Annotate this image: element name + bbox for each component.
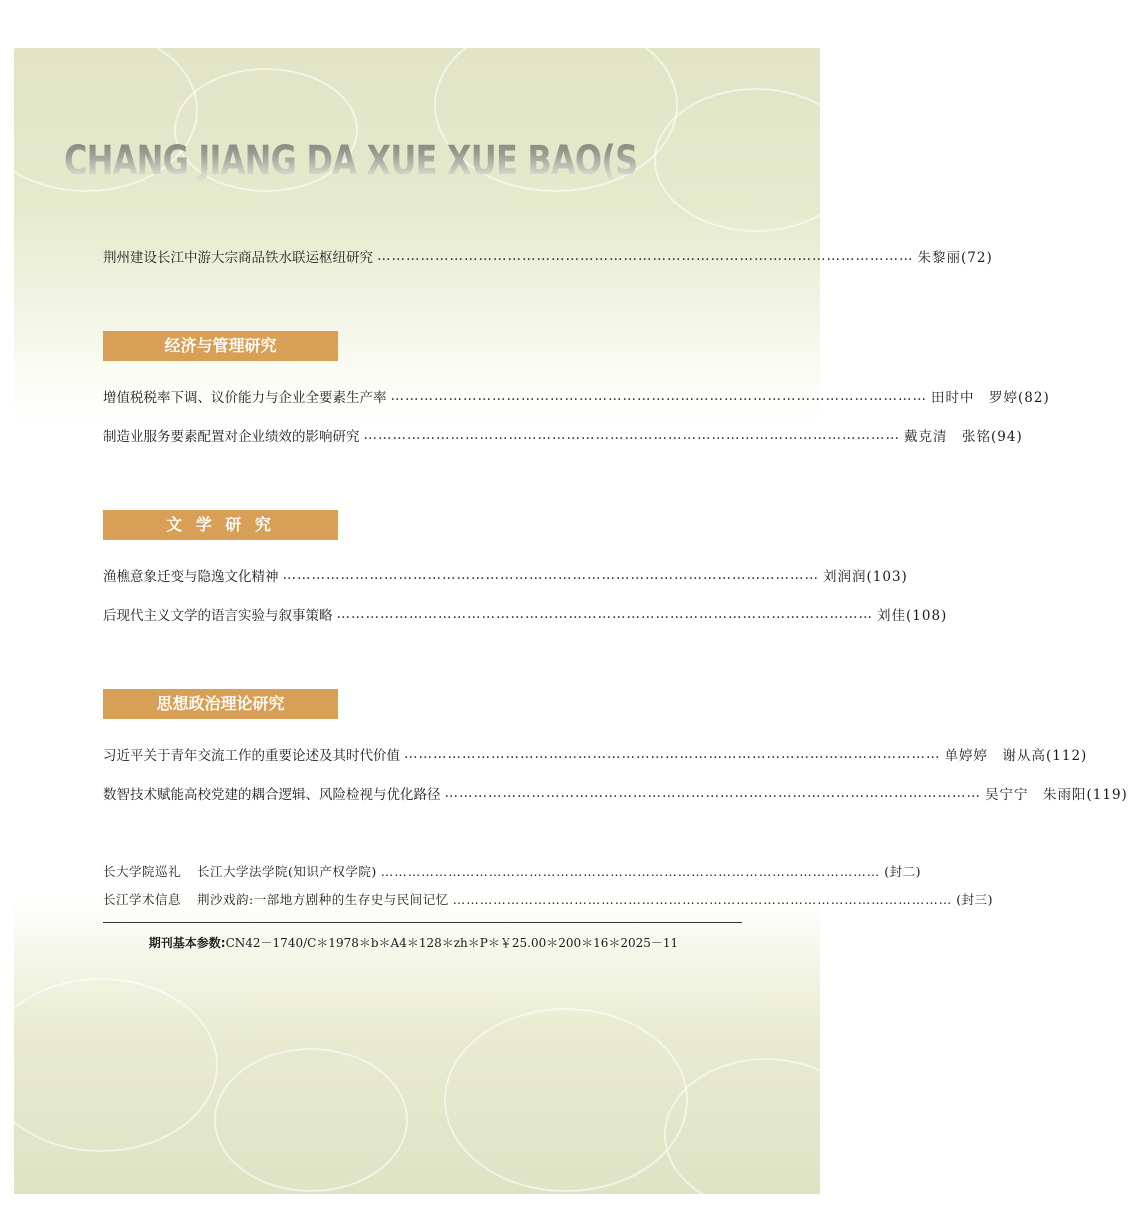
entry-title: 制造业服务要素配置对企业绩效的影响研究 bbox=[103, 429, 360, 445]
params-value: CN42－1740/C＊1978＊b＊A4＊128＊zh＊P＊￥25.00＊200＊16＊2025－11 bbox=[225, 936, 679, 950]
entry-authors-page: 吴宁宁 朱雨阳(119) bbox=[985, 787, 1128, 803]
entry-authors-page: 单婷婷 谢从高(112) bbox=[944, 748, 1088, 764]
decorative-swirl bbox=[0, 978, 218, 1152]
entry-title: 习近平关于青年交流工作的重要论述及其时代价值 bbox=[103, 748, 400, 764]
entry-title: 荆沙戏韵:一部地方剧种的生存史与民间记忆 bbox=[197, 892, 449, 907]
entry-authors-page: 刘佳(108) bbox=[877, 608, 948, 624]
toc-entry[interactable] bbox=[103, 245, 993, 267]
params-label: 期刊基本参数: bbox=[148, 936, 226, 950]
leader-dots: ………………………………………………………………………………………………… bbox=[377, 248, 914, 264]
toc-entry[interactable] bbox=[103, 424, 1023, 446]
entry-title: 长江大学法学院(知识产权学院) bbox=[197, 864, 377, 879]
toc-entry[interactable] bbox=[103, 743, 1088, 765]
leader-dots: ………………………………………………………………………………………………… bbox=[452, 891, 953, 907]
misc-entry[interactable] bbox=[103, 861, 922, 881]
entry-authors-page: 戴克清 张铭(94) bbox=[904, 429, 1023, 445]
toc-entry[interactable] bbox=[103, 603, 948, 625]
entry-title: 增值税税率下调、议价能力与企业全要素生产率 bbox=[103, 390, 387, 406]
leader-dots: ………………………………………………………………………………………………… bbox=[363, 427, 900, 443]
entry-authors-page: 刘润润(103) bbox=[823, 569, 908, 585]
toc-entry[interactable] bbox=[103, 385, 1050, 407]
leader-dots: ………………………………………………………………………………………………… bbox=[336, 606, 873, 622]
column-name: 长江学术信息 bbox=[103, 892, 182, 907]
entry-page: (封二) bbox=[884, 864, 922, 879]
leader-dots: ………………………………………………………………………………………………… bbox=[282, 567, 819, 583]
entry-title: 渔樵意象迁变与隐逸文化精神 bbox=[103, 569, 279, 585]
entry-title: 荆州建设长江中游大宗商品铁水联运枢纽研究 bbox=[103, 250, 373, 266]
decorative-swirl bbox=[444, 1008, 688, 1192]
leader-dots: ………………………………………………………………………………………………… bbox=[404, 746, 941, 762]
entry-authors-page: 田时中 罗婷(82) bbox=[931, 390, 1050, 406]
entry-authors-page: 朱黎丽(72) bbox=[917, 250, 993, 266]
leader-dots: ………………………………………………………………………………………………… bbox=[390, 388, 927, 404]
leader-dots: ………………………………………………………………………………………………… bbox=[380, 863, 881, 879]
entry-title: 后现代主义文学的语言实验与叙事策略 bbox=[103, 608, 333, 624]
toc-entry[interactable] bbox=[103, 782, 1128, 804]
section-heading: 经济与管理研究 bbox=[103, 331, 338, 361]
journal-title: CHANG JIANG DA XUE XUE BAO(SHE HUI KE XUE BAN) bbox=[64, 138, 991, 184]
decorative-swirl bbox=[664, 1058, 868, 1212]
column-name: 长大学院巡礼 bbox=[103, 864, 182, 879]
journal-parameters bbox=[0, 934, 827, 951]
toc-entry[interactable] bbox=[103, 564, 908, 586]
entry-title: 数智技术赋能高校党建的耦合逻辑、风险检视与优化路径 bbox=[103, 787, 441, 803]
leader-dots: ………………………………………………………………………………………………… bbox=[444, 785, 981, 801]
section-heading: 文 学 研 究 bbox=[103, 510, 338, 540]
misc-entry[interactable] bbox=[103, 889, 993, 909]
decorative-swirl bbox=[214, 1048, 408, 1192]
entry-page: (封三) bbox=[956, 892, 993, 907]
divider-rule bbox=[103, 922, 742, 923]
section-heading: 思想政治理论研究 bbox=[103, 689, 338, 719]
